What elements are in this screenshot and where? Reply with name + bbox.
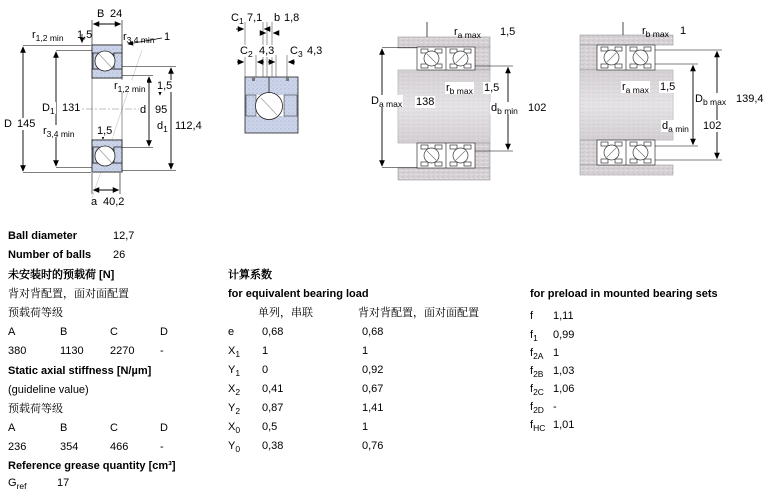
stiffness-title: Static axial stiffness [N/µm] [8,365,152,377]
dim-Db-max-value: 139,4 [736,93,764,105]
factor-value-f2D: - [553,401,557,413]
factor-value-f2C: 1,06 [553,383,575,395]
dim-D1: $D_1$ [42,102,55,117]
dim-C1-value: 7,1 [247,12,263,24]
dim-D: D [4,118,12,130]
number-of-balls-value: 26 [113,249,126,261]
grease-title: Reference grease quantity [cm³] [8,460,176,472]
preload-header-A: A [8,326,16,338]
calc-v2-X0: 1 [362,421,369,433]
preload-unmounted-subtitle: 背对背配置，面对面配置 [8,288,129,300]
mounted-pair-shaft-graphic [565,5,775,210]
calc-sym-Y2: $Y_2$ [228,402,241,417]
calc-factors-subtitle: for equivalent bearing load [228,288,369,300]
preload-unmounted-title: 未安装时的预载荷 [N] [8,269,115,281]
dim-r34-min-inner: $r_{3,4 min}$ [43,125,75,140]
drawing-seal-detail [220,0,335,145]
drawing-bearing-cross-section [0,0,215,225]
factor-value-f: 1,11 [553,310,574,322]
dim-C2-value: 4,3 [259,45,275,57]
dim-ra-max-value: 1,5 [660,81,676,93]
dim-da-min: $d_{a min}$ [662,120,689,135]
factor-value-fHC: 1,01 [553,419,575,431]
ball-diameter-label: Ball diameter [8,230,78,242]
calc-col2-header: 背对背配置，面对面配置 [358,307,479,319]
dim-rb-max: $r_{b max}$ [446,82,473,97]
dim-ra-max: $r_{a max}$ [622,81,649,96]
factor-value-f2B: 1,03 [553,365,575,377]
dim-d1-value: 112,4 [175,120,202,132]
dim-Db-max: $D_{b max}$ [695,93,727,108]
factor-sym-f: f [530,310,534,322]
dim-b-value: 1,8 [284,12,300,24]
calc-sym-Y1: $Y_1$ [228,364,241,379]
dim-C2: $C_2$ [240,45,253,60]
calc-sym-X2: $X_2$ [228,383,241,398]
factor-sym-f2A: $f_{2A}$ [530,347,544,362]
number-of-balls-label: Number of balls [8,249,92,261]
calc-v1-Y0: 0,38 [262,440,284,452]
dim-r12-min-top: $r_{1,2 min}$ [32,29,64,44]
stiffness-header-B: B [60,422,68,434]
calc-sym-X0: $X_0$ [228,421,241,436]
preload-header-C: C [110,326,118,338]
stiffness-value-C: 466 [110,441,129,453]
dim-da-min-value: 102 [703,120,722,132]
dim-D1-value: 131 [62,102,81,114]
dim-ra-max-value: 1,5 [500,26,516,38]
dim-Da-max: $D_{a max}$ [371,95,403,110]
factor-sym-fHC: $f_{HC}$ [530,419,546,434]
dim-d-value: 95 [155,104,168,116]
dim-db-min: $d_{b min}$ [491,102,518,117]
preload-value-D: - [160,345,164,357]
factor-sym-f2C: $f_{2C}$ [530,383,544,398]
calc-v2-Y0: 0,76 [362,440,384,452]
dim-rb-max-value: 1 [680,25,687,37]
stiffness-header-A: A [8,422,16,434]
stiffness-subtitle: (guideline value) [8,384,89,396]
calc-v1-Y2: 0,87 [262,402,284,414]
calc-v2-X1: 1 [362,345,369,357]
calc-sym-e: e [228,326,235,338]
dim-r34-min-inner-value: 1,5 [97,125,113,137]
dim-r12-min-inner-value: 1,5 [157,80,173,92]
preload-value-C: 2270 [110,345,135,357]
dim-B-value: 24 [110,8,123,20]
stiffness-value-A: 236 [8,441,27,453]
factor-sym-f2B: $f_{2B}$ [530,365,544,380]
drawing-mounted-pair-housing [355,5,555,210]
preload-header-D: D [160,326,168,338]
dim-b: b [274,12,281,24]
calc-v1-X2: 0,41 [262,383,284,395]
grease-symbol: $G_{ref}$ [8,477,27,492]
factor-sym-f2D: $f_{2D}$ [530,401,544,416]
dim-D-value: 145 [17,118,36,130]
calc-sym-X1: $X_1$ [228,345,241,360]
dim-d1: $d_1$ [157,120,168,135]
preload-value-A: 380 [8,345,27,357]
stiffness-header-D: D [160,422,168,434]
dim-r34-min-top-value: 1 [164,31,171,43]
dim-C3-value: 4,3 [307,45,323,57]
preload-header-B: B [60,326,68,338]
preload-value-B: 1130 [60,345,84,357]
calc-v1-X1: 1 [262,345,269,357]
calc-v1-X0: 0,5 [262,421,278,433]
dim-r12-min-top-value: 1,5 [77,29,93,41]
dim-d: d [140,104,147,116]
drawing-mounted-pair-shaft [565,5,775,210]
calc-v2-Y1: 0,92 [362,364,384,376]
preload-class-label: 预载荷等级 [8,307,63,319]
calc-col1-header: 单列，串联 [258,307,313,319]
factor-value-f1: 0,99 [553,329,575,341]
stiffness-value-B: 354 [60,441,79,453]
factor-value-f2A: 1 [553,347,560,359]
dim-r34-min-top: $r_{3,4 min}$ [123,31,155,46]
dim-db-min-value: 102 [528,102,547,114]
dim-B: B [97,8,105,20]
factor-sym-f1: $f_1$ [530,329,538,344]
calc-sym-Y0: $Y_0$ [228,440,241,455]
ball-diameter-value: 12,7 [113,230,135,242]
calc-v2-X2: 0,67 [362,383,384,395]
calc-v2-e: 0,68 [362,326,384,338]
dim-a-value: 40,2 [103,196,125,208]
calc-factors-title: 计算系数 [228,269,272,281]
stiffness-value-D: - [160,441,164,453]
calc-v2-Y2: 1,41 [362,402,384,414]
stiffness-header-C: C [110,422,118,434]
dim-rb-max: $r_{b max}$ [642,25,669,40]
dim-r12-min-inner: $r_{1,2 min}$ [114,80,146,95]
grease-value: 17 [57,477,70,489]
stiffness-class-label: 预载荷等级 [8,403,63,415]
dim-Da-max-value: 138 [416,96,435,108]
dim-rb-max-value: 1,5 [484,82,500,94]
preload-factors-title: for preload in mounted bearing sets [530,288,718,300]
dim-C1: $C_1$ [231,12,244,27]
dim-a: a [91,196,98,208]
calc-v1-Y1: 0 [262,364,269,376]
calc-v1-e: 0,68 [262,326,284,338]
dim-ra-max: $r_{a max}$ [454,26,481,41]
dim-C3: $C_3$ [290,45,303,60]
